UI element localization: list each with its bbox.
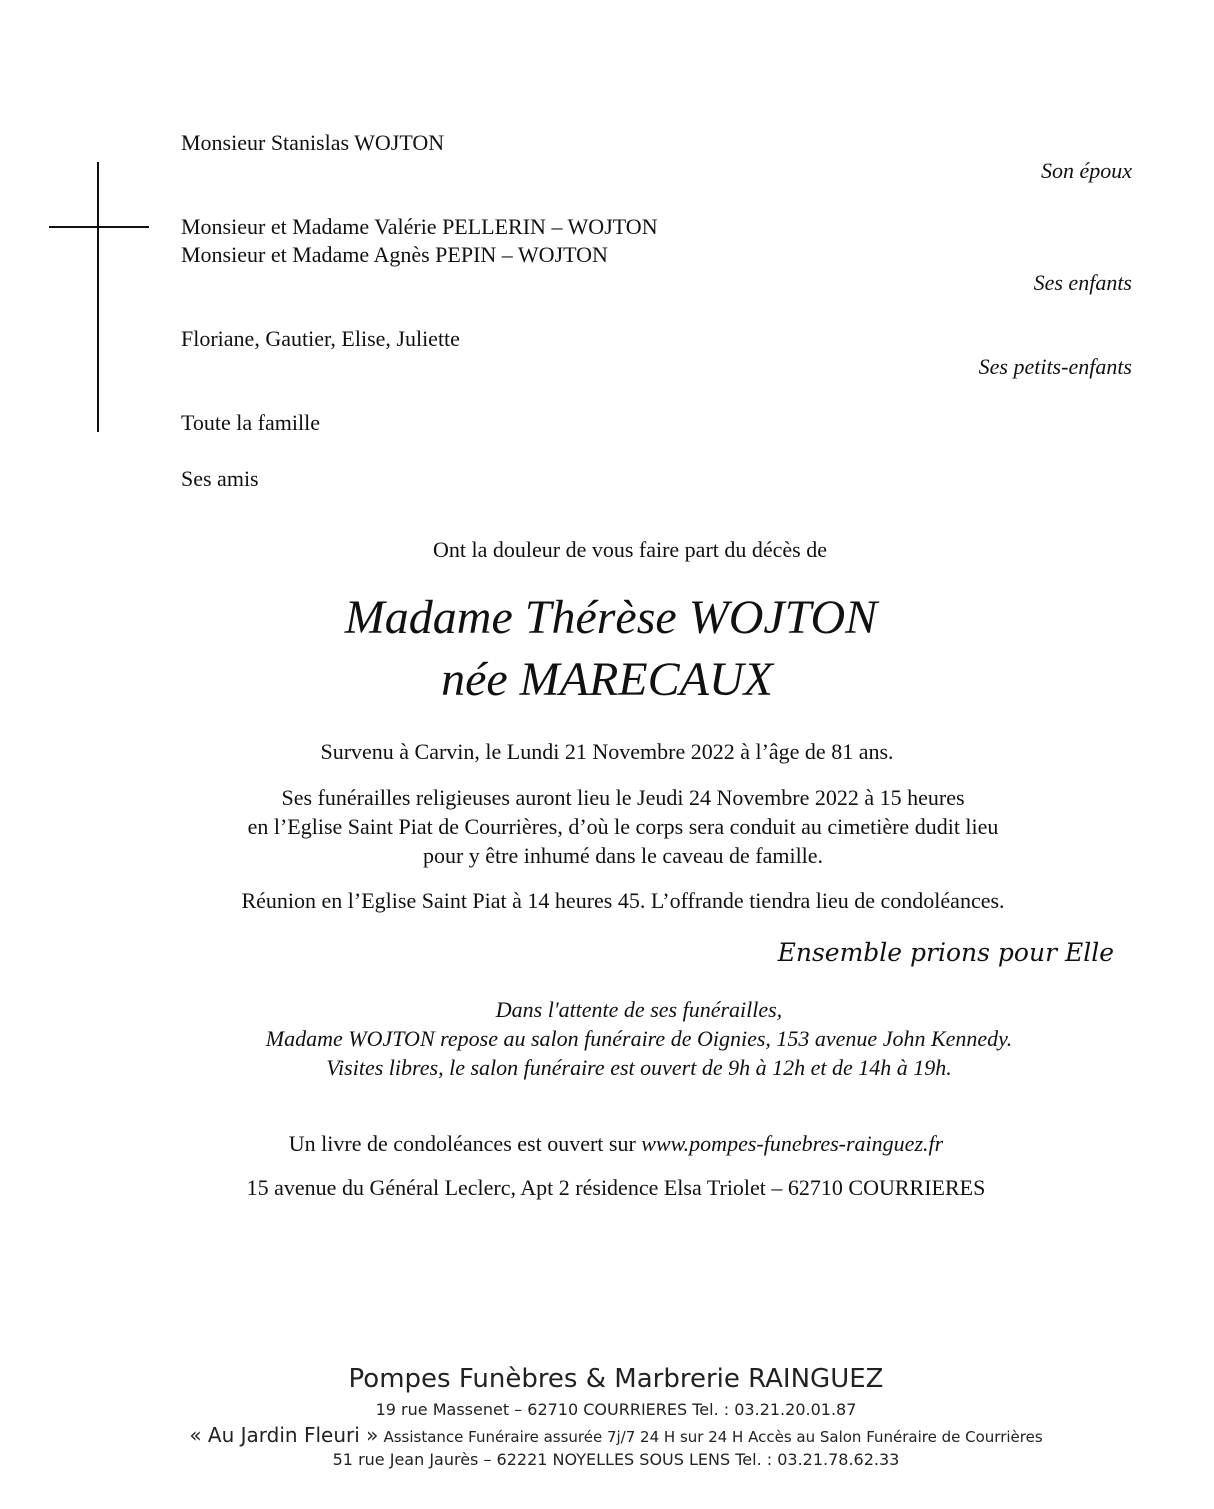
meeting-notice: Réunion en l’Eglise Saint Piat à 14 heures 45. L’offrande tiendra lieu de condoléances. [241, 888, 1005, 913]
company-address-1: 19 rue Massenet – 62710 COURRIERES Tel. : 03.21.20.01.87 [375, 1400, 857, 1419]
deceased-name: Madame Thérèse WOJTON [344, 591, 878, 644]
funeral-line-1: Ses funérailles religieuses auront lieu le Jeudi 24 Novembre 2022 à 15 heures [281, 785, 965, 810]
rest-line-3: Visites libres, le salon funéraire est ouvert de 9h à 12h et de 14h à 19h. [326, 1055, 952, 1080]
death-notice: Survenu à Carvin, le Lundi 21 Novembre 2022 à l’âge de 81 ans. [320, 739, 894, 764]
grandchildren-role: Ses petits-enfants [978, 354, 1132, 379]
company-services-line [9, 1423, 1214, 1447]
cross-vertical [97, 162, 99, 432]
company-address-2: 51 rue Jean Jaurès – 62221 NOYELLES SOUS LENS Tel. : 03.21.78.62.33 [332, 1450, 900, 1469]
intro-text: Ont la douleur de vous faire part du décès de [432, 537, 828, 562]
child-2: Monsieur et Madame Agnès PEPIN – WOJTON [181, 242, 608, 267]
funeral-line-2: en l’Eglise Saint Piat de Courrières, d’où le corps sera conduit au cimetière dudit lieu [247, 814, 999, 839]
funeral-line-3: pour y être inhumé dans le caveau de famille. [422, 843, 824, 868]
jardin-fleuri: « Au Jardin Fleuri » [189, 1423, 379, 1447]
grandchildren: Floriane, Gautier, Elise, Juliette [181, 326, 460, 351]
child-1: Monsieur et Madame Valérie PELLERIN – WOJTON [181, 214, 658, 239]
whole-family: Toute la famille [181, 410, 320, 435]
condolences-url[interactable]: www.pompes-funebres-rainguez.fr [641, 1131, 944, 1156]
company-services: Assistance Funéraire assurée 7j/7 24 H sur 24 H Accès au Salon Funéraire de Courrières [383, 1428, 1043, 1446]
rest-line-1: Dans l'attente de ses funérailles, [495, 997, 783, 1022]
prayer: Ensemble prions pour Elle [777, 938, 1114, 967]
deceased-maiden-name: née MARECAUX [441, 653, 773, 706]
condolences-line [9, 1131, 1214, 1157]
condolences-address: 15 avenue du Général Leclerc, Apt 2 résidence Elsa Triolet – 62710 COURRIERES [246, 1175, 986, 1200]
friends: Ses amis [181, 466, 259, 491]
condolences-text: Un livre de condoléances est ouvert sur [288, 1131, 636, 1156]
rest-line-2: Madame WOJTON repose au salon funéraire de Oignies, 153 avenue John Kennedy. [265, 1026, 1013, 1051]
company-name: Pompes Funèbres & Marbrerie RAINGUEZ [348, 1364, 884, 1394]
children-role: Ses enfants [1033, 270, 1132, 295]
spouse-name: Monsieur Stanislas WOJTON [181, 130, 445, 155]
spouse-role: Son époux [1040, 158, 1132, 183]
cross-horizontal [49, 226, 149, 228]
